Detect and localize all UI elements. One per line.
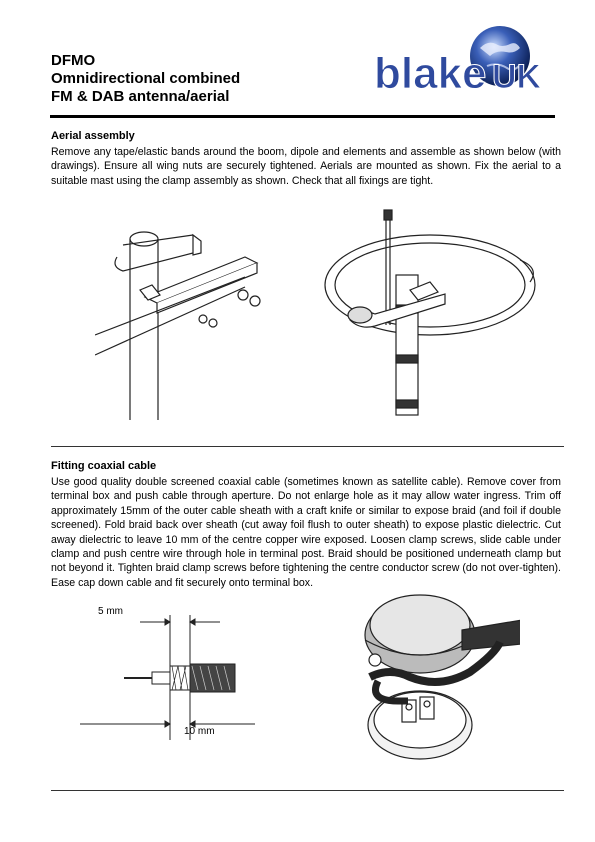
dim-label-5mm: 5 mm: [98, 606, 123, 617]
footer-rule: [51, 790, 564, 791]
section-body-fitting-coaxial-cable: Use good quality double screened coaxial cable (sometimes known as satellite cable). Remove cover from terminal box and push cable through aperture. Do not enlarge hole as it may allow water ingress. Trim off approximately 15mm of the outer cable sheath with a craft knife or similar to expose braid (and foil if double screened). Fold braid back over sheath (cut away foil flush to outer sheath) to expose plastic dielectric. Cut away dielectric to leave 10 mm of the centre copper wire exposed. Loosen clamp screws, slide cable under clamp and push centre wire through hole in terminal post. Braid should be positioned underneath clamp but not beyond it. Tighten braid clamp screws before tightening the centre conductor screw (do not over-tighten). Ease cap down cable and fit securely onto terminal box.: [51, 476, 561, 589]
header-rule: [50, 115, 555, 118]
section-heading-fitting-coaxial-cable: Fitting coaxial cable: [51, 460, 157, 472]
document-title: [51, 52, 240, 106]
section-divider: [51, 446, 564, 447]
title-line-1: DFMO: [51, 52, 96, 69]
title-line-2: Omnidirectional combined: [51, 70, 241, 87]
logo-text-blake: blake: [374, 49, 487, 98]
blake-uk-logo: [372, 26, 557, 104]
section-body-aerial-assembly: Remove any tape/elastic bands around the boom, dipole and elements and assemble as shown below (with drawings). Ensure all wing nuts are securely tightened. Aerials are mounted as shown. Fix the aerial to a suitable mast using the clamp assembly as shown. Check that all fixings are tight.: [51, 146, 561, 187]
circular-aerial-drawing: [320, 205, 550, 420]
terminal-box-drawing: [350, 585, 520, 775]
dim-label-10mm: 10 mm: [184, 726, 215, 737]
section-heading-aerial-assembly: Aerial assembly: [51, 130, 135, 142]
coax-cable-dimension-drawing: [80, 600, 270, 750]
mast-clamp-drawing: [95, 215, 275, 425]
title-line-3: FM & DAB antenna/aerial: [51, 88, 230, 105]
logo-text-uk: UK: [492, 58, 542, 96]
